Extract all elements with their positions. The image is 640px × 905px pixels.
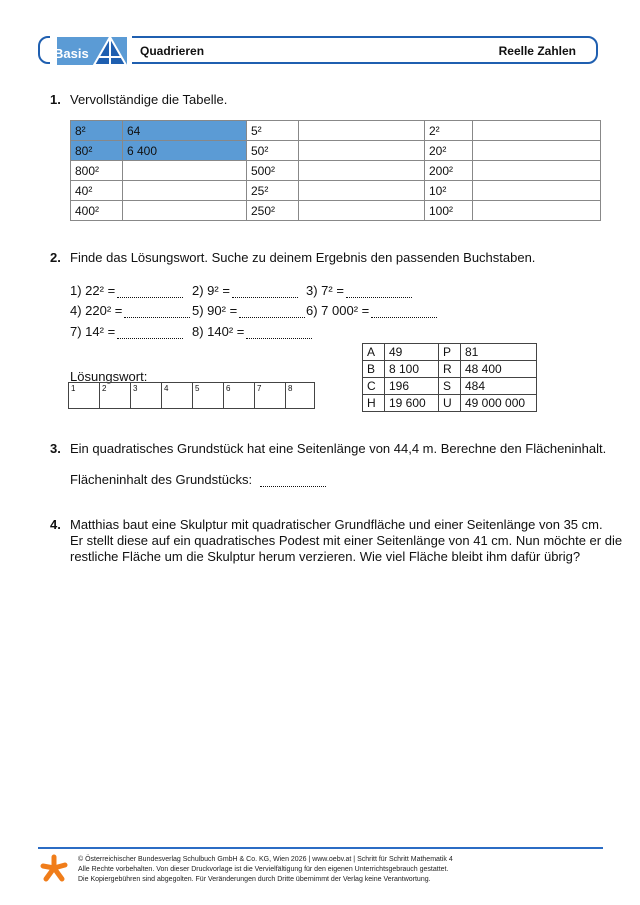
answer-cell[interactable] [299, 201, 425, 221]
area-answer-label: Flächeninhalt des Grundstücks: [70, 472, 253, 487]
table-cell: 2² [425, 121, 473, 141]
table-cell: A [363, 344, 385, 361]
task2-text: Finde das Lösungswort. Suche zu deinem Ergebnis den passenden Buchstaben. [70, 250, 536, 265]
answer-cell[interactable] [473, 141, 601, 161]
letter-slot[interactable]: 8 [286, 383, 315, 409]
table-cell: H [363, 395, 385, 412]
letter-slot[interactable]: 3 [131, 383, 162, 409]
publisher-logo-icon [40, 854, 68, 882]
answer-blank[interactable] [232, 285, 298, 298]
answer-cell[interactable] [299, 121, 425, 141]
task4-number: 4. [50, 517, 61, 532]
answer-cell[interactable] [473, 181, 601, 201]
answer-cell[interactable] [473, 121, 601, 141]
task3-text: Ein quadratisches Grundstück hat eine Seitenlänge von 44,4 m. Berechne den Flächeninhalt. [70, 441, 607, 456]
answer-blank[interactable] [346, 285, 412, 298]
table-cell: 64 [123, 121, 247, 141]
worksheet-title: Quadrieren [140, 44, 205, 58]
table-cell: 81 [461, 344, 537, 361]
table-row [71, 121, 601, 141]
exercise-label: 8) 140² = [192, 324, 245, 339]
footer-rights: Alle Rechte vorbehalten. Von dieser Druckvorlage ist die Vervielfältigung für den eigenen Unterrichtsgebrauch gestattet. [78, 866, 449, 873]
exercise-label: 2) 9² = [192, 283, 230, 298]
area-answer-row [70, 472, 326, 487]
task2-number: 2. [50, 250, 61, 265]
table-cell: 100² [425, 201, 473, 221]
basis-logo [50, 33, 132, 67]
exercise-item [306, 303, 437, 318]
exercise-item [70, 324, 183, 339]
table-row [363, 395, 537, 412]
answer-cell[interactable] [299, 181, 425, 201]
table-cell: P [439, 344, 461, 361]
exercise-item [70, 283, 183, 298]
table-row [71, 201, 601, 221]
exercise-label: 4) 220² = [70, 303, 123, 318]
exercise-label: 1) 22² = [70, 283, 116, 298]
table-cell: 8 100 [385, 361, 439, 378]
logo-text: Basis [54, 46, 89, 61]
exercise-item [192, 303, 305, 318]
table-cell: 8² [71, 121, 123, 141]
exercise-label: 5) 90² = [192, 303, 238, 318]
squares-table [70, 120, 601, 221]
footer-copyright: © Österreichischer Bundesverlag Schulbuch GmbH & Co. KG, Wien 2026 | www.oebv.at | Schritt für Schritt Mathematik 4 [78, 856, 453, 863]
answer-cell[interactable] [299, 161, 425, 181]
letter-slot[interactable]: 5 [193, 383, 224, 409]
solution-word-label: Lösungswort: [70, 369, 148, 384]
letter-slot[interactable]: 6 [224, 383, 255, 409]
answer-blank[interactable] [239, 305, 305, 318]
exercise-label: 7) 14² = [70, 324, 116, 339]
answer-cell[interactable] [473, 201, 601, 221]
table-cell: C [363, 378, 385, 395]
task4-line: Er stellt diese auf ein quadratisches Podest mit einer Seitenlänge von 41 cm. Nun möchte er die [70, 533, 623, 548]
table-cell: 400² [71, 201, 123, 221]
table-cell: 800² [71, 161, 123, 181]
table-row [71, 141, 601, 161]
letter-slot[interactable]: 7 [255, 383, 286, 409]
task4-line: Matthias baut eine Skulptur mit quadratischer Grundfläche und einer Seitenlänge von 35 cm. [70, 517, 603, 532]
table-cell: 5² [247, 121, 299, 141]
answer-blank[interactable] [371, 305, 437, 318]
table-cell: 80² [71, 141, 123, 161]
table-cell: B [363, 361, 385, 378]
answer-cell[interactable] [299, 141, 425, 161]
answer-blank[interactable] [124, 305, 190, 318]
table-row [363, 378, 537, 395]
table-cell: 19 600 [385, 395, 439, 412]
table-cell: 484 [461, 378, 537, 395]
exercise-label: 6) 7 000² = [306, 303, 370, 318]
table-cell: 196 [385, 378, 439, 395]
table-row [69, 383, 315, 409]
table-cell: 20² [425, 141, 473, 161]
answer-blank[interactable] [260, 474, 326, 487]
table-cell: U [439, 395, 461, 412]
task1-number: 1. [50, 92, 61, 107]
exercise-item [306, 283, 412, 298]
letter-slot[interactable]: 1 [69, 383, 100, 409]
answer-blank[interactable] [117, 285, 183, 298]
letter-key-table [362, 343, 537, 412]
exercise-label: 3) 7² = [306, 283, 344, 298]
answer-blank[interactable] [246, 326, 312, 339]
letter-slot[interactable]: 4 [162, 383, 193, 409]
footer-fees: Die Kopiergebühren sind abgegolten. Für Veränderungen durch Dritte übernimmt der Verlag keine Verantwortung. [78, 876, 431, 883]
table-cell: 49 [385, 344, 439, 361]
table-cell: 48 400 [461, 361, 537, 378]
table-cell: 200² [425, 161, 473, 181]
exercise-item [70, 303, 190, 318]
answer-cell[interactable] [123, 201, 247, 221]
table-cell: 40² [71, 181, 123, 201]
solution-word-boxes [68, 382, 315, 409]
table-cell: 6 400 [123, 141, 247, 161]
answer-cell[interactable] [123, 181, 247, 201]
table-cell: 50² [247, 141, 299, 161]
task1-text: Vervollständige die Tabelle. [70, 92, 228, 107]
table-cell: 500² [247, 161, 299, 181]
table-row [363, 361, 537, 378]
table-row [363, 344, 537, 361]
table-cell: S [439, 378, 461, 395]
subject-label: Reelle Zahlen [498, 44, 576, 58]
answer-cell[interactable] [123, 161, 247, 181]
exercise-item [192, 324, 312, 339]
table-row [71, 181, 601, 201]
footer-divider [38, 847, 603, 849]
table-cell: 49 000 000 [461, 395, 537, 412]
answer-blank[interactable] [117, 326, 183, 339]
task4-line: restliche Fläche um die Skulptur herum verzieren. Wie viel Fläche bleibt ihm dafür übrig? [70, 549, 581, 564]
table-cell: 25² [247, 181, 299, 201]
table-row [71, 161, 601, 181]
letter-slot[interactable]: 2 [100, 383, 131, 409]
table-cell: 10² [425, 181, 473, 201]
answer-cell[interactable] [473, 161, 601, 181]
task3-number: 3. [50, 441, 61, 456]
table-cell: 250² [247, 201, 299, 221]
table-cell: R [439, 361, 461, 378]
triangle-icon [92, 35, 128, 67]
exercise-item [192, 283, 298, 298]
